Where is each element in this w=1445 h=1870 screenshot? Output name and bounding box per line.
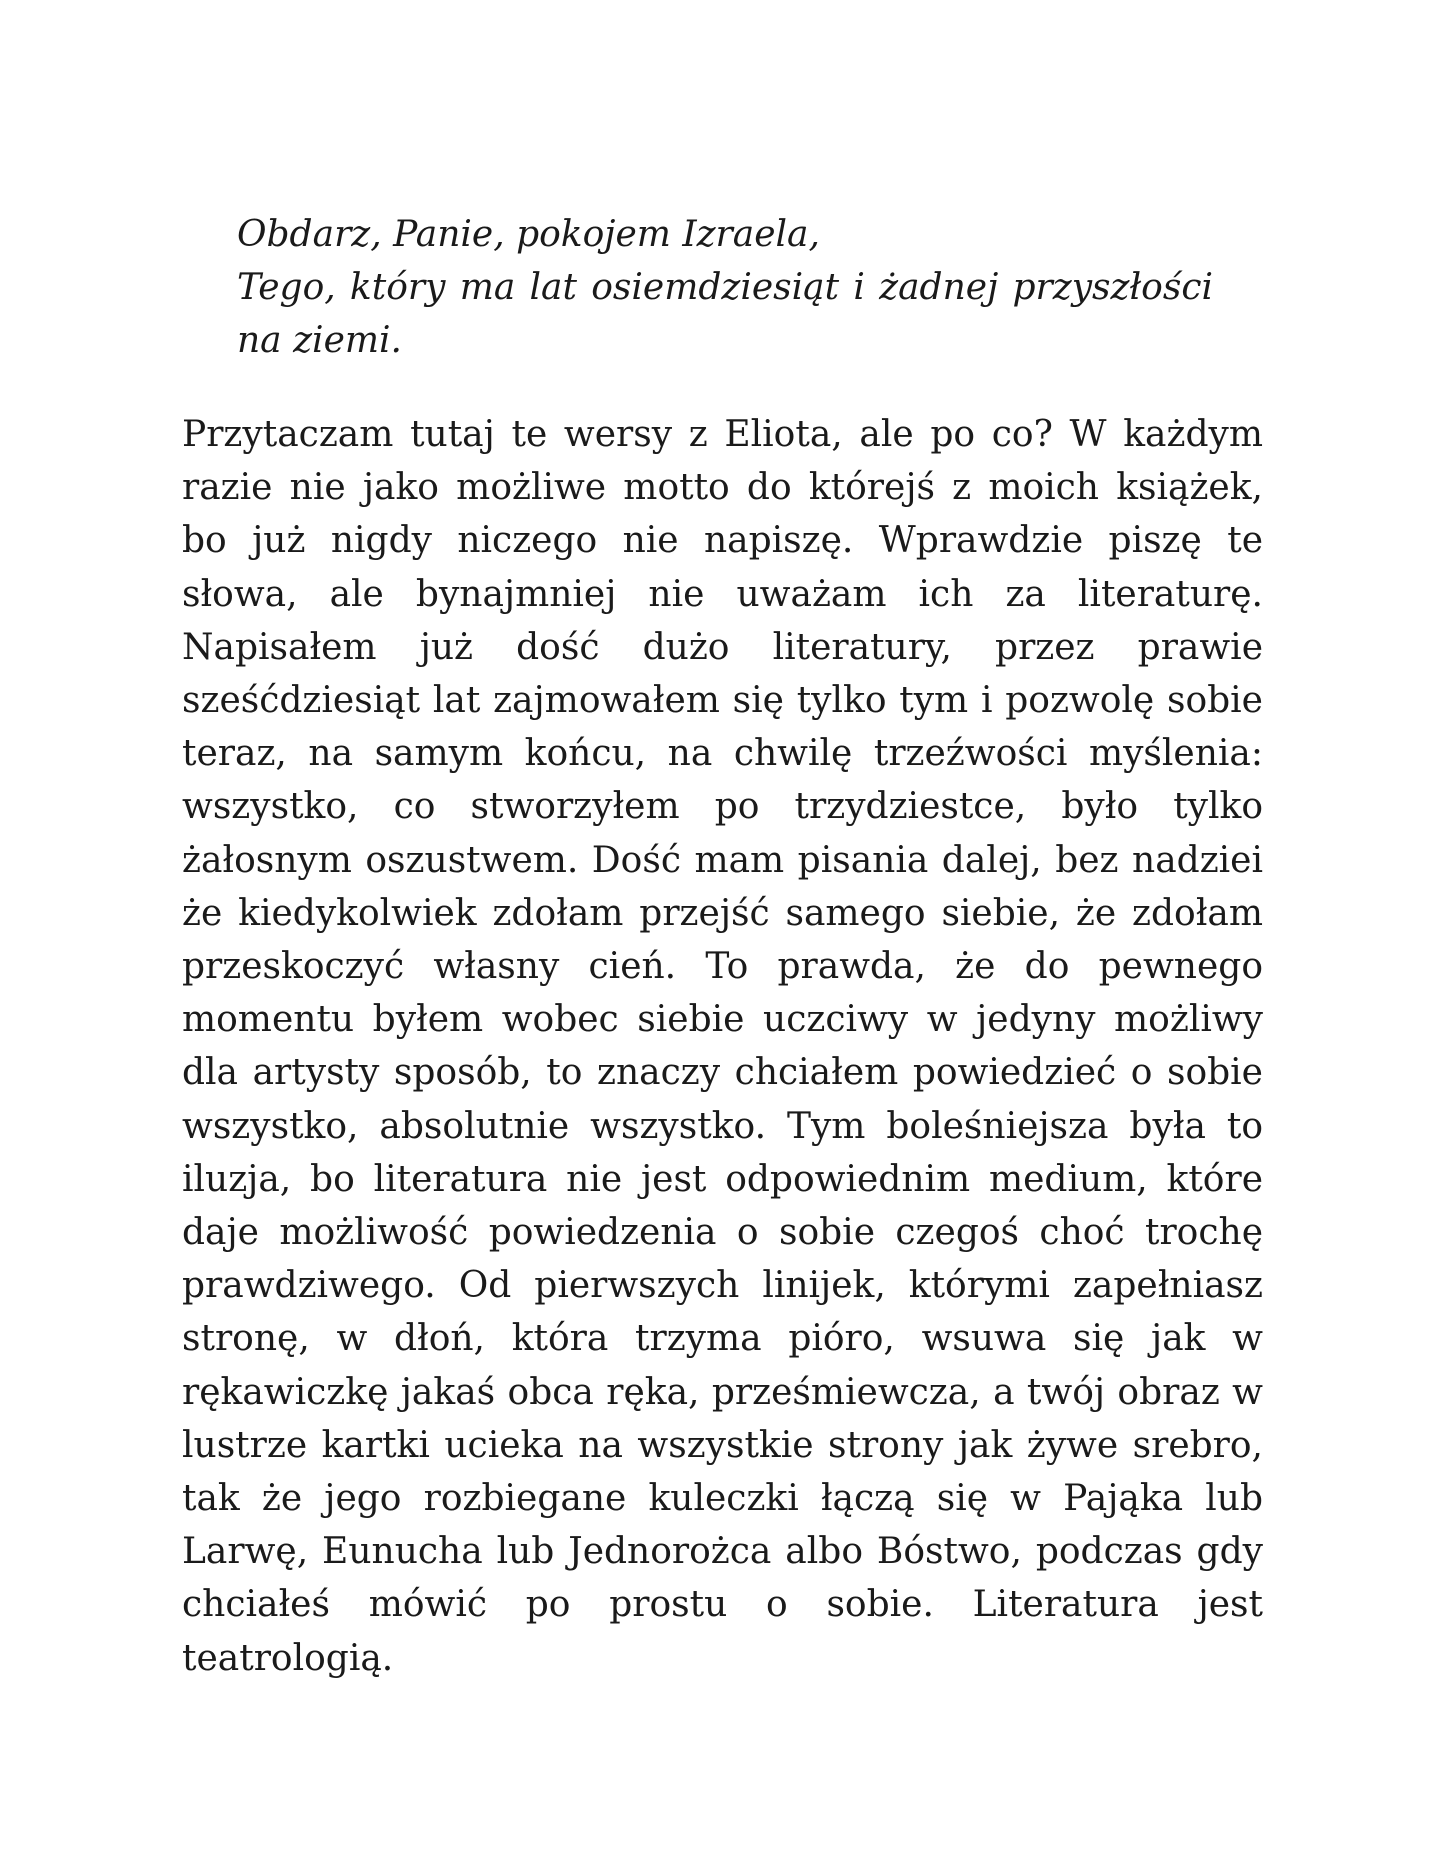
epigraph [237, 208, 1213, 367]
epigraph-line-1: Obdarz, Panie, pokojem Izraela, [237, 214, 820, 255]
epigraph-line-2: Tego, który ma lat osiemdziesiąt i żadnej przyszłości na ziemi. [237, 267, 1213, 361]
body-paragraph: Przytaczam tutaj te wersy z Eliota, ale po co? W każdym razie nie jako możliwe motto do którejś z moich książek, bo już nigdy niczego nie napiszę. Wprawdzie piszę te słowa, ale bynajmniej nie uważam ich za literaturę. Napisałem już dość dużo literatury, przez prawie sześćdziesiąt lat zajmowałem się tylko tym i pozwolę sobie teraz, na samym końcu, na chwilę trzeźwości myślenia: wszystko, co stworzyłem po trzydziestce, było tylko żałosnym oszustwem. Dość mam pisania dalej, bez nadziei że kiedykolwiek zdołam przejść samego siebie, że zdołam przeskoczyć własny cień. To prawda, że do pewnego momentu byłem wobec siebie uczciwy w jedyny możliwy dla artysty sposób, to znaczy chciałem powiedzieć o sobie wszystko, absolutnie wszystko. Tym boleśniejsza była to iluzja, bo literatura nie jest odpowiednim medium, które daje możliwość powiedzenia o sobie czegoś choć trochę prawdziwego. Od pierwszych linijek, którymi zapełniasz stronę, w dłoń, która trzyma pióro, wsuwa się jak w rękawiczkę jakaś obca ręka, prześmiewcza, a twój obraz w lustrze kartki ucieka na wszystkie strony jak żywe srebro, tak że jego rozbiegane kuleczki łączą się w Pająka lub Larwę, Eunucha lub Jednorożca albo Bóstwo, podczas gdy chciałeś mówić po prostu o sobie. Literatura jest teatrologią. [182, 414, 1263, 1679]
